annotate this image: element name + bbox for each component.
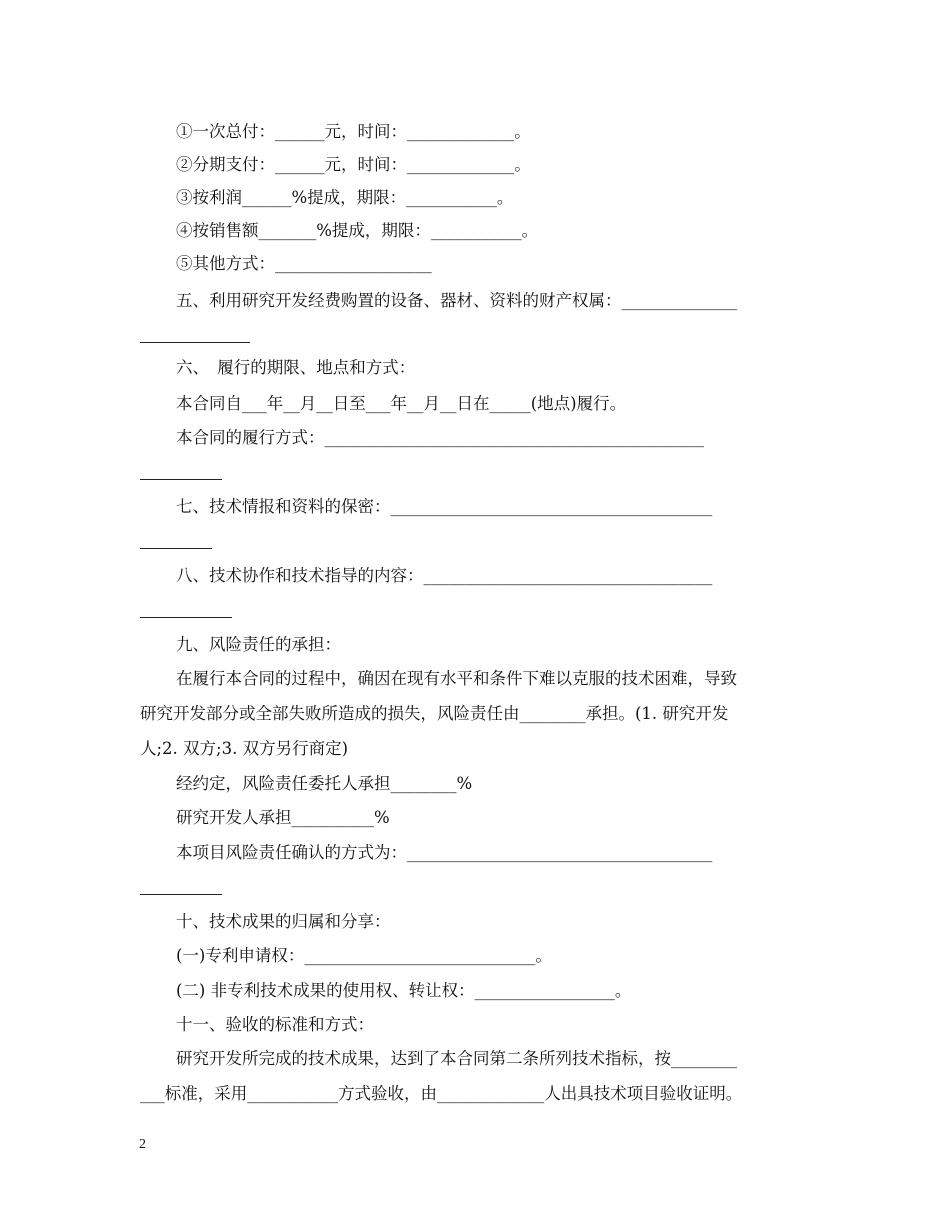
section-7-confidentiality: 七、技术情报和资料的保密：_______________________________________ [176, 497, 713, 516]
performance-method: 本合同的履行方式：______________________________________________ [176, 428, 704, 447]
risk-paragraph-line-3: 人;2. 双方;3. 双方另行商定) [140, 739, 349, 758]
payment-installment: ②分期支付：______元，时间：_____________。 [176, 155, 531, 174]
blank-continuation-line [140, 479, 222, 480]
risk-paragraph-line-2: 研究开发部分或全部失败所造成的损失，风险责任由________承担。(1. 研究开发 [140, 704, 729, 723]
performance-period: 本合同自___年__月__日至___年__月__日在_____(地点)履行。 [176, 394, 627, 413]
page-number: 2 [139, 1137, 146, 1152]
acceptance-line-2: ___标准，采用___________方式验收，由_____________人出具技术项目验收证明。 [140, 1084, 743, 1103]
section-9-heading: 九、风险责任的承担： [176, 635, 341, 654]
patent-application-right: (一)专利申请权：____________________________。 [176, 946, 552, 965]
blank-continuation-line [140, 894, 222, 895]
blank-continuation-line [140, 617, 232, 618]
risk-paragraph-line-1: 在履行本合同的过程中，确因在现有水平和条件下难以克服的技术困难，导致 [176, 669, 737, 688]
section-8-cooperation: 八、技术协作和技术指导的内容：___________________________________ [176, 566, 713, 585]
payment-profit-share: ③按利润______%提成，期限：___________。 [176, 188, 514, 207]
risk-developer-share: 研究开发人承担__________% [176, 808, 390, 827]
blank-continuation-line [140, 342, 250, 343]
payment-other: ⑤其他方式：___________________ [176, 254, 432, 273]
payment-sales-share: ④按销售额_______%提成，期限：___________。 [176, 221, 539, 240]
blank-continuation-line [140, 548, 212, 549]
acceptance-line-1: 研究开发所完成的技术成果，达到了本合同第二条所列技术指标，按________ [176, 1049, 737, 1068]
risk-client-share: 经约定，风险责任委托人承担________% [176, 774, 473, 793]
non-patent-usage-right: (二) 非专利技术成果的使用权、转让权：_________________。 [176, 981, 632, 1000]
section-10-heading: 十、技术成果的归属和分享： [176, 912, 391, 931]
payment-lump-sum: ①一次总付：______元，时间：_____________。 [176, 122, 531, 141]
section-5-property-rights: 五、利用研究开发经费购置的设备、器材、资料的财产权属：______________ [176, 291, 737, 310]
section-6-heading: 六、 履行的期限、地点和方式： [176, 358, 416, 377]
section-11-heading: 十一、验收的标准和方式： [176, 1015, 374, 1034]
risk-confirmation-method: 本项目风险责任确认的方式为：_____________________________________ [176, 843, 713, 862]
